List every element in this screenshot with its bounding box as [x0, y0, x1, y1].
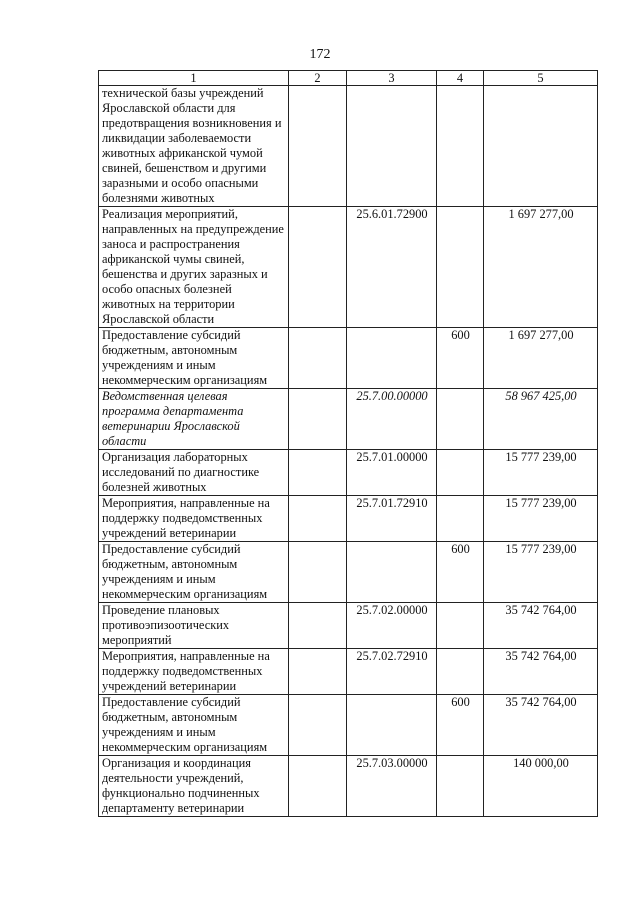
row-vr-cell — [437, 756, 484, 817]
table-row — [99, 695, 598, 756]
header-col-3: 3 — [347, 71, 437, 86]
table-row — [99, 603, 598, 649]
row-code-cell — [347, 328, 437, 389]
row-vr-cell — [437, 86, 484, 207]
row-vr-cell: 600 — [437, 328, 484, 389]
table-row — [99, 389, 598, 450]
row-col2-cell — [289, 86, 347, 207]
row-name-cell: Мероприятия, направленные на поддержку подведомственных учреждений ветеринарии — [99, 649, 289, 695]
row-col2-cell — [289, 542, 347, 603]
row-amount-cell: 1 697 277,00 — [484, 328, 598, 389]
row-name-cell: Проведение плановых противоэпизоотических мероприятий — [99, 603, 289, 649]
row-vr-cell — [437, 496, 484, 542]
row-amount-cell: 15 777 239,00 — [484, 496, 598, 542]
row-col2-cell — [289, 695, 347, 756]
row-name-cell: технической базы учреждений Ярославской области для предотвращения возникновения и ликвидации заболеваемости животных африканской чумой свиней, бешенством и другими заразными и особо опасными болезнями животных — [99, 86, 289, 207]
row-col2-cell — [289, 603, 347, 649]
row-col2-cell — [289, 450, 347, 496]
row-name-cell: Предоставление субсидий бюджетным, автономным учреждениям и иным некоммерческим организациям — [99, 328, 289, 389]
budget-table — [98, 70, 598, 817]
table-row — [99, 542, 598, 603]
row-vr-cell — [437, 389, 484, 450]
row-code-cell — [347, 695, 437, 756]
row-amount-cell: 15 777 239,00 — [484, 450, 598, 496]
row-name-cell: Ведомственная целевая программа департамента ветеринарии Ярославской области — [99, 389, 289, 450]
row-name-cell: Предоставление субсидий бюджетным, автономным учреждениям и иным некоммерческим организациям — [99, 695, 289, 756]
row-code-cell: 25.7.00.00000 — [347, 389, 437, 450]
row-name-cell: Мероприятия, направленные на поддержку подведомственных учреждений ветеринарии — [99, 496, 289, 542]
row-col2-cell — [289, 496, 347, 542]
row-vr-cell — [437, 207, 484, 328]
row-code-cell — [347, 86, 437, 207]
table-row — [99, 496, 598, 542]
row-code-cell — [347, 542, 437, 603]
row-code-cell: 25.7.02.00000 — [347, 603, 437, 649]
row-vr-cell — [437, 649, 484, 695]
table-row — [99, 756, 598, 817]
row-col2-cell — [289, 328, 347, 389]
row-col2-cell — [289, 389, 347, 450]
row-amount-cell — [484, 86, 598, 207]
row-vr-cell — [437, 450, 484, 496]
row-amount-cell: 58 967 425,00 — [484, 389, 598, 450]
row-amount-cell: 140 000,00 — [484, 756, 598, 817]
row-name-cell: Предоставление субсидий бюджетным, автономным учреждениям и иным некоммерческим организациям — [99, 542, 289, 603]
row-amount-cell: 35 742 764,00 — [484, 695, 598, 756]
table-body — [99, 86, 598, 817]
row-code-cell: 25.7.01.00000 — [347, 450, 437, 496]
row-col2-cell — [289, 207, 347, 328]
row-vr-cell: 600 — [437, 695, 484, 756]
row-amount-cell: 35 742 764,00 — [484, 649, 598, 695]
table-header-row — [99, 71, 598, 86]
row-name-cell: Организация лабораторных исследований по диагностике болезней животных — [99, 450, 289, 496]
table-row — [99, 207, 598, 328]
table-row — [99, 328, 598, 389]
row-amount-cell: 35 742 764,00 — [484, 603, 598, 649]
row-code-cell: 25.6.01.72900 — [347, 207, 437, 328]
page-number: 172 — [309, 47, 331, 62]
header-col-2: 2 — [289, 71, 347, 86]
row-amount-cell: 15 777 239,00 — [484, 542, 598, 603]
row-code-cell: 25.7.02.72910 — [347, 649, 437, 695]
header-col-5: 5 — [484, 71, 598, 86]
row-vr-cell: 600 — [437, 542, 484, 603]
row-name-cell: Реализация мероприятий, направленных на предупреждение заноса и распространения африканской чумы свиней, бешенства и других заразных и особо опасных болезней животных на территории Ярославской области — [99, 207, 289, 328]
row-vr-cell — [437, 603, 484, 649]
table-row — [99, 86, 598, 207]
row-col2-cell — [289, 756, 347, 817]
table-row — [99, 450, 598, 496]
row-code-cell: 25.7.03.00000 — [347, 756, 437, 817]
row-code-cell: 25.7.01.72910 — [347, 496, 437, 542]
row-name-cell: Организация и координация деятельности учреждений, функционально подчиненных департаменту ветеринарии — [99, 756, 289, 817]
table-row — [99, 649, 598, 695]
header-col-1: 1 — [99, 71, 289, 86]
row-amount-cell: 1 697 277,00 — [484, 207, 598, 328]
header-col-4: 4 — [437, 71, 484, 86]
row-col2-cell — [289, 649, 347, 695]
